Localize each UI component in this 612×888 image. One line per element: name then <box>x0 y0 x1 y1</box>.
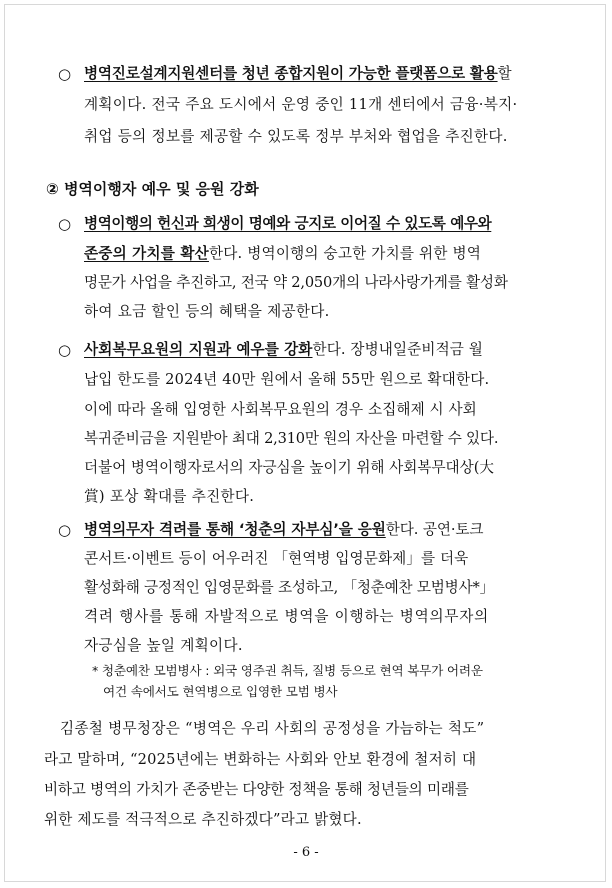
closing-line-1: 김종철 병무청장은 “병역은 우리 사회의 공정성을 가늠하는 척도” <box>60 720 485 737</box>
item-1-line-2: 계획이다. 전국 주요 도시에서 운영 중인 11개 센터에서 금융·복지· <box>84 96 518 113</box>
section-item-2-line-2: 납입 한도를 2024년 40만 원에서 올해 55만 원으로 확대한다. <box>84 371 490 388</box>
section-item-1-bold-line-2: 존중의 가치를 확산 <box>84 245 209 262</box>
bullet-symbol: ○ <box>58 65 72 83</box>
section-item-3-line-2: 콘서트·이벤트 등이 어우러진 「현역병 입영문화제」를 더욱 <box>84 550 469 567</box>
closing-line-2: 라고 말하며, “2025년에는 변화하는 사회와 안보 환경에 철저히 대 <box>44 751 477 768</box>
item-1-text: 할 <box>497 65 512 82</box>
section-marker: ② <box>46 180 59 198</box>
section-item-3-line-5: 자긍심을 높일 계획이다. <box>84 637 243 654</box>
footnote-line-2: 여건 속에서도 현역병으로 입영한 모범 병사 <box>103 684 338 699</box>
section-item-2-bold: 사회복무요원의 지원과 예우를 강화 <box>84 341 313 358</box>
item-1-bold: 병역진로설계지원센터를 청년 종합지원이 가능한 플랫폼으로 활용 <box>84 65 498 82</box>
section-item-3-line-4: 격려 행사를 통해 자발적으로 병역을 이행하는 병역의무자의 <box>84 608 490 625</box>
section-item-2-line-1 <box>84 340 483 360</box>
section-item-2-line-5: 더불어 병역이행자로서의 자긍심을 높이기 위해 사회복무대상(大 <box>84 459 495 476</box>
section-item-2-line-6: 賞) 포상 확대를 추진한다. <box>84 488 255 505</box>
section-item-3-line-1 <box>84 520 483 540</box>
item-1-line-1 <box>84 64 511 84</box>
bullet-symbol: ○ <box>58 341 72 359</box>
bullet-symbol: ○ <box>58 521 72 539</box>
section-item-3-text-1: 한다. 공연·토크 <box>385 521 484 538</box>
section-item-3-bold: 병역의무자 격려를 통해 ‘청춘의 자부심’을 응원 <box>84 521 386 538</box>
section-item-1-text-1: 한다. 병역이행의 숭고한 가치를 위한 병역 <box>208 245 482 262</box>
closing-line-4: 위한 제도를 적극적으로 추진하겠다”라고 밝혔다. <box>44 811 362 828</box>
footnote-line-1: * 청춘예찬 모범병사 : 외국 영주권 취득, 질병 등으로 현역 복무가 어려운 <box>92 663 483 678</box>
section-item-1-line-2: 명문가 사업을 추진하고, 전국 약 2,050개의 나라사랑가게를 활성화 <box>84 274 508 291</box>
item-1-line-3: 취업 등의 정보를 제공할 수 있도록 정부 부처와 협업을 추진한다. <box>84 128 508 145</box>
section-title: 병역이행자 예우 및 응원 강화 <box>63 180 259 198</box>
section-item-2-line-4: 복귀준비금을 지원받아 최대 2,310만 원의 자산을 마련할 수 있다. <box>84 430 499 447</box>
section-item-3-line-3: 활성화해 긍정적인 입영문화를 조성하고, 「청춘예찬 모범병사*」 <box>84 579 494 596</box>
bullet-symbol: ○ <box>58 215 72 233</box>
page-number: - 6 - <box>293 845 319 860</box>
section-item-2-line-3: 이에 따라 올해 입영한 사회복무요원의 경우 소집해제 시 사회 <box>84 401 477 418</box>
section-item-1-line-1 <box>84 244 481 264</box>
section-item-1-line-3: 하여 요금 할인 등의 혜택을 제공한다. <box>84 303 330 320</box>
section-item-1-bold-line-1: 병역이행의 헌신과 희생이 명예와 긍지로 이어질 수 있도록 예우와 <box>84 215 492 232</box>
section-item-2-text-1: 한다. 장병내일준비적금 월 <box>312 341 483 358</box>
section-heading <box>46 179 259 199</box>
closing-line-3: 비하고 병역의 가치가 존중받는 다양한 정책을 통해 청년들의 미래를 <box>44 781 469 798</box>
